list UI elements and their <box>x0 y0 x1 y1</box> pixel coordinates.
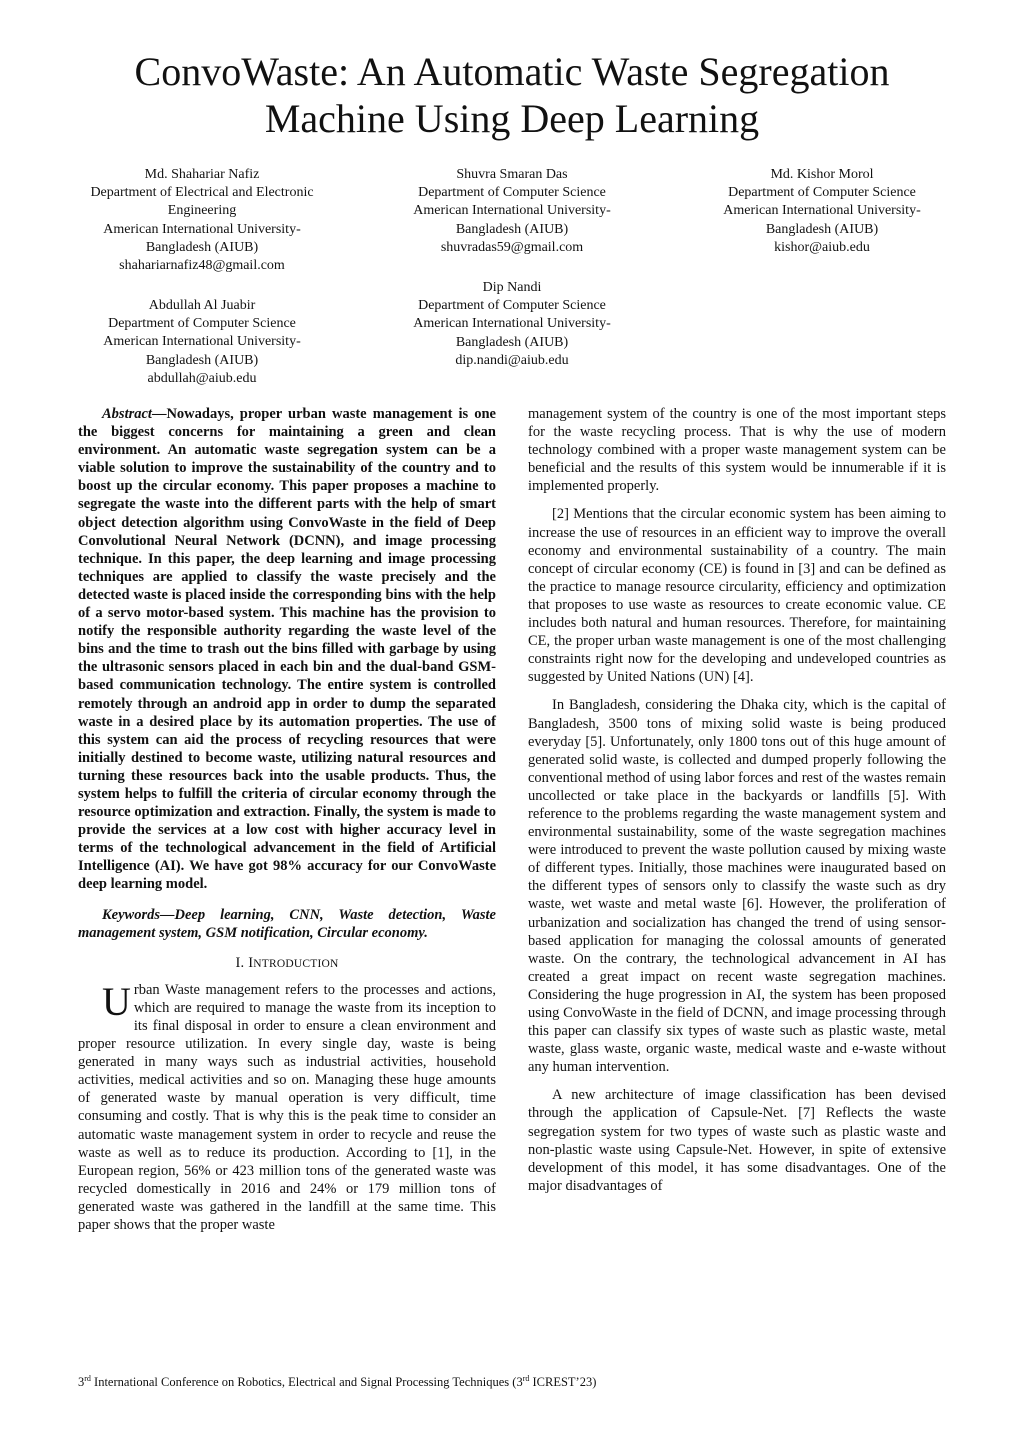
author-name: Abdullah Al Juabir <box>148 298 256 313</box>
author-department: Engineering <box>167 203 237 219</box>
paragraph: management system of the country is one of the most important steps for the waste recycling process. That is why the use of modern technology combined with a proper waste management system can be beneficial and the results of this system would be innumerable if it is implemented properly. <box>528 406 946 495</box>
section-heading-introduction <box>78 954 496 973</box>
footer-conference-name: International Conference on Robotics, Electrical and Signal Processing Techniques ( <box>90 1375 517 1390</box>
author-department: Department of Computer Science <box>728 185 916 201</box>
author-department: Department of Computer Science <box>418 185 606 201</box>
title-line-2: Machine Using Deep Learning <box>264 96 760 141</box>
footer-ordinal-suffix: rd <box>522 1374 530 1383</box>
author-name: Shuvra Smaran Das <box>456 167 568 182</box>
author-affiliation: Bangladesh (AIUB) <box>145 352 259 368</box>
abstract <box>78 405 496 894</box>
author-affiliation: American International University- <box>103 221 301 237</box>
author-affiliation: Bangladesh (AIUB) <box>765 221 879 237</box>
author-name: Dip Nandi <box>482 280 542 295</box>
paragraph: In Bangladesh, considering the Dhaka city, which is the capital of Bangladesh, 3500 tons of mixing solid waste is being produced everyday [5]. Unfortunately, only 1800 tons out of this huge amount of generated solid waste, is collected and dumped properly following the conventional method of using labor forces and rest of the wastes remain uncollected or take place in the backyards or landfills [5]. With reference to the problems regarding the waste management system and environmental sustainability, some of the waste segregation machines were introduced to prevent the waste pollution caused by mixing waste of different types. Initially, those machines were inaugurated based on the different types of sensors only to classify the waste such as dry waste, wet waste and metal waste [6]. However, the proliferation of urbanization and socialization has changed the trend of using sensor-based application for managing the colossal amounts of generated waste. On the contrary, the technological advancement in AI has created a great impact on recent waste segregation machines. Considering the huge progression in AI, the system has been proposed using ConvoWaste in the field of DCNN, and image processing through this paper can classify six types of waste such as plastic waste, metal waste, glass waste, organic waste, medical waste and e-waste without any human intervention. <box>528 697 946 1076</box>
section-number: I. <box>235 954 245 971</box>
intro-paragraph <box>78 978 496 1234</box>
author-affiliation: American International University- <box>413 316 611 332</box>
author-email: shahariarnafiz48@gmail.com <box>119 258 285 274</box>
author-email: dip.nandi@aiub.edu <box>455 352 569 368</box>
author-block-2 <box>362 166 662 257</box>
author-name: Md. Kishor Morol <box>770 167 874 182</box>
author-affiliation: American International University- <box>103 334 301 350</box>
conference-footer <box>78 1371 596 1390</box>
author-department: Department of Computer Science <box>108 316 296 332</box>
author-email: kishor@aiub.edu <box>774 239 870 255</box>
paper-title <box>60 48 964 142</box>
section-title-cap: I <box>248 954 254 971</box>
footer-ordinal-suffix: rd <box>84 1374 91 1383</box>
abstract-text: —Nowadays, proper urban waste management is one the biggest concerns for maintaining a green and clean environment. An automatic waste segregation system can be a viable solution to improve the sustainability of the country and to boost up the circular economy. This paper proposes a machine to segregate the waste into the different parts with the help of smart object detection algorithm using ConvoWaste in the field of Deep Convolutional Neural Network (DCNN), and image processing technique. In this paper, the deep learning and image processing techniques are applied to classify the waste precisely and the detected waste is placed inside the corresponding bins with the help of a servo motor-based system. This machine has the provision to notify the responsible authority regarding the waste level of the bins and the time to trash out the bins filled with garbage by using the ultrasonic sensors placed in each bin and the dual-band GSM-based communication technology. The entire system is controlled remotely through an android app in order to dump the separated waste in a desired place by its automation properties. The use of this system can aid the process of recycling resources that were initially destined to become waste, utilizing natural resources and turning these resources back into the usable products. Thus, the system helps to fulfill the criteria of circular economy through the resource optimization and extraction. Finally, the system is made to provide the services at a low cost with higher accuracy level in terms of the technological advancement in the field of Artificial Intelligence (AI). We have got 98% accuracy for our ConvoWaste deep learning model. <box>78 406 496 893</box>
paragraph: A new architecture of image classification has been devised through the application of Capsule-Net. [7] Reflects the waste segregation system for two types of waste such as plastic waste and non-plastic waste using Capsule-Net. However, in spite of extensive development of this model, it has some disadvantages. One of the major disadvantages of <box>528 1087 946 1194</box>
author-name: Md. Shahariar Nafiz <box>144 167 260 182</box>
keywords: Keywords—Deep learning, CNN, Waste detection, Waste management system, GSM notification, Circular economy. <box>78 906 496 941</box>
title-line-1: ConvoWaste: An Automatic Waste Segregation <box>134 49 890 94</box>
footer-ordinal-number: 3 <box>78 1375 85 1390</box>
author-affiliation: Bangladesh (AIUB) <box>455 221 569 237</box>
author-affiliation: American International University- <box>723 203 921 219</box>
author-affiliation: American International University- <box>413 203 611 219</box>
author-email: abdullah@aiub.edu <box>147 370 257 386</box>
author-block-4 <box>52 297 352 388</box>
author-email: shuvradas59@gmail.com <box>440 239 584 255</box>
author-department: Department of Computer Science <box>418 298 606 314</box>
abstract-label: Abstract <box>102 406 152 422</box>
drop-cap: U <box>102 978 131 1024</box>
paragraph: [2] Mentions that the circular economic system has been aiming to increase the use of resources in an efficient way to improve the overall economy and environmental sustainability of a country. The main concept of circular economy (CE) is found in [3] and can be defined as the practice to manage resource circularity, efficiency and optimization that proposes to use waste as resources to create economic value. CE includes both natural and human resources. Therefore, for maintaining CE, the proper urban waste management is one of the most challenging constraints right now for the developing and undeveloped countries as suggested by United Nations (UN) [4]. <box>528 506 946 686</box>
author-department: Department of Electrical and Electronic <box>90 185 314 201</box>
author-block-5 <box>362 279 662 370</box>
footer-ordinal-number: 3 <box>516 1375 523 1390</box>
intro-paragraph-text: rban Waste management refers to the processes and actions, which are required to manage the waste from its inception to its final disposal in order to ensure a clean environment and proper resource utilization. In every single day, waste is being generated in many ways such as industrial activities, household activities, medical activities and so on. Managing these huge amounts of generated waste by manual operation is very difficult, time consuming and costly. That is why this is the peak time to consider an automatic waste management system in order to recycle and reuse the waste as well as to reduce its production. According to [1], in the European region, 56% or 423 million tons of the generated waste was recycled domestically in 2016 and 24% or 179 million tons of generated waste was gathered in the landfill at the same time. This paper shows that the proper waste <box>78 981 496 1234</box>
section-title-rest: NTRODUCTION <box>253 957 339 970</box>
left-column <box>78 405 496 1234</box>
footer-conference-abbrev: ICREST’23) <box>529 1375 597 1390</box>
author-block-1 <box>52 166 352 275</box>
right-column <box>528 405 946 1205</box>
author-block-3 <box>672 166 972 257</box>
author-affiliation: Bangladesh (AIUB) <box>455 334 569 350</box>
author-affiliation: Bangladesh (AIUB) <box>145 239 259 255</box>
